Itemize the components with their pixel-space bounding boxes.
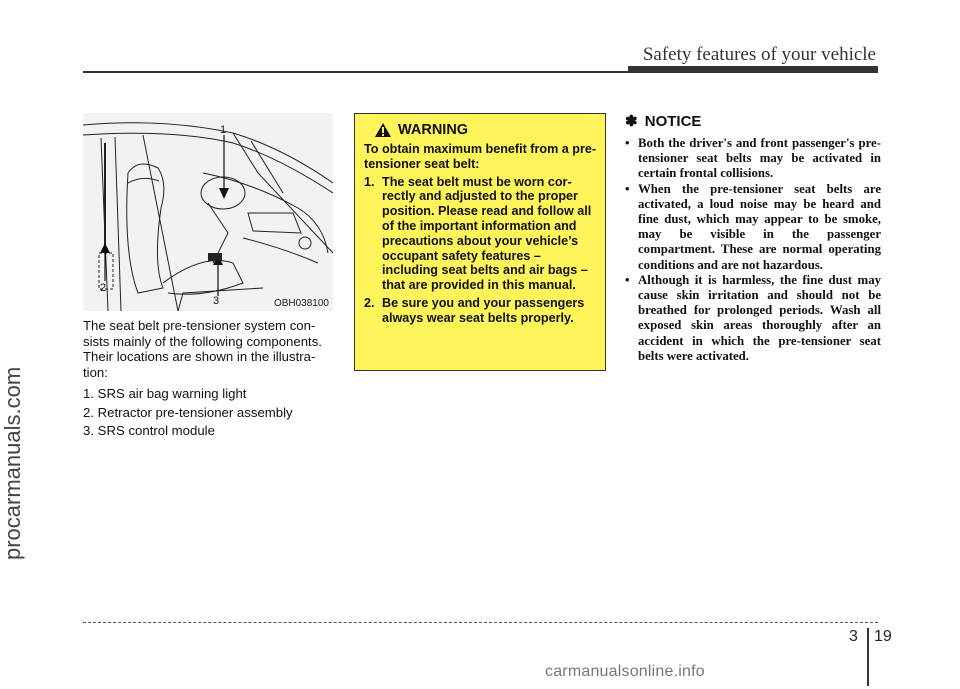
- intro-section: [83, 318, 335, 442]
- illustration-code: OBH038100: [273, 298, 329, 309]
- intro-paragraph: The seat belt pre-tensioner system consists mainly of the following components. Their locations are shown in the illustration:: [83, 318, 322, 380]
- list-item: [625, 182, 881, 273]
- warning-triangle-icon: [374, 122, 392, 138]
- header-tab: [628, 66, 878, 73]
- notice-title: NOTICE: [644, 113, 702, 130]
- bullet-icon: •: [625, 181, 630, 196]
- list-item: [625, 136, 881, 182]
- list-item-text: Although it is harmless, the fine dust may cause skin irritation and should not be breathed for prolonged periods. Wash all exposed skin areas thoroughly after an accident in which the pre-tensioner seat belts were activated.: [638, 272, 881, 363]
- list-item: 3. SRS control module: [83, 423, 215, 438]
- component-list: [83, 386, 335, 439]
- list-item-text: Both the driver's and front passenger's pre-tensioner seat belts may be activated in certain frontal collisions.: [638, 136, 881, 181]
- notice-star-icon: ✽: [625, 113, 638, 130]
- warning-title: WARNING: [398, 122, 469, 138]
- list-item: [364, 296, 597, 326]
- footer-watermark: carmanualsonline.info: [545, 663, 705, 680]
- bullet-icon: •: [625, 272, 630, 287]
- page-section-number: 3: [849, 628, 858, 645]
- page-number: 19: [874, 628, 892, 645]
- notice-section: [625, 112, 881, 364]
- list-item: [625, 273, 881, 364]
- list-item-number: 1.: [364, 174, 375, 189]
- callout-1: 1: [220, 124, 227, 136]
- list-item-number: 2.: [364, 295, 375, 310]
- bullet-icon: •: [625, 136, 630, 150]
- list-item-text: Be sure you and your passengers always wear seat belts properly.: [382, 295, 585, 325]
- list-item-text: When the pre-tensioner seat belts are activated, a loud noise may be heard and fine dust, which may appear to be smoke, may be visible in the passenger compartment. These are normal operating conditions and are not hazardous.: [638, 181, 881, 272]
- notice-list: [625, 136, 881, 364]
- pretensioner-illustration: [83, 113, 333, 311]
- warning-list: [364, 175, 597, 326]
- page-header-title: Safety features of your vehicle: [642, 44, 876, 65]
- page-divider: [867, 628, 869, 686]
- warning-box: [354, 113, 606, 371]
- callout-3: 3: [213, 295, 220, 307]
- warning-lead: To obtain maximum benefit from a pre-tensioner seat belt:: [364, 142, 597, 171]
- footer-rule: [83, 622, 878, 623]
- list-item-text: The seat belt must be worn correctly and adjusted to the proper position. Please read and follow all of the important information and precautions about your vehicle’s occupant safety features – including seat belts and air bags – that are provided in this manual.: [382, 174, 592, 293]
- warning-header: [374, 122, 597, 138]
- list-item: 1. SRS air bag warning light: [83, 386, 247, 401]
- warning-body: [364, 142, 597, 326]
- side-watermark: [0, 366, 26, 560]
- list-item: 2. Retractor pre-tensioner assembly: [83, 404, 293, 420]
- list-item: [364, 175, 597, 293]
- side-watermark-text: procarmanuals.com: [0, 366, 25, 560]
- notice-header: [625, 112, 881, 130]
- callout-2: 2: [100, 282, 107, 294]
- vehicle-interior-drawing: [83, 113, 333, 311]
